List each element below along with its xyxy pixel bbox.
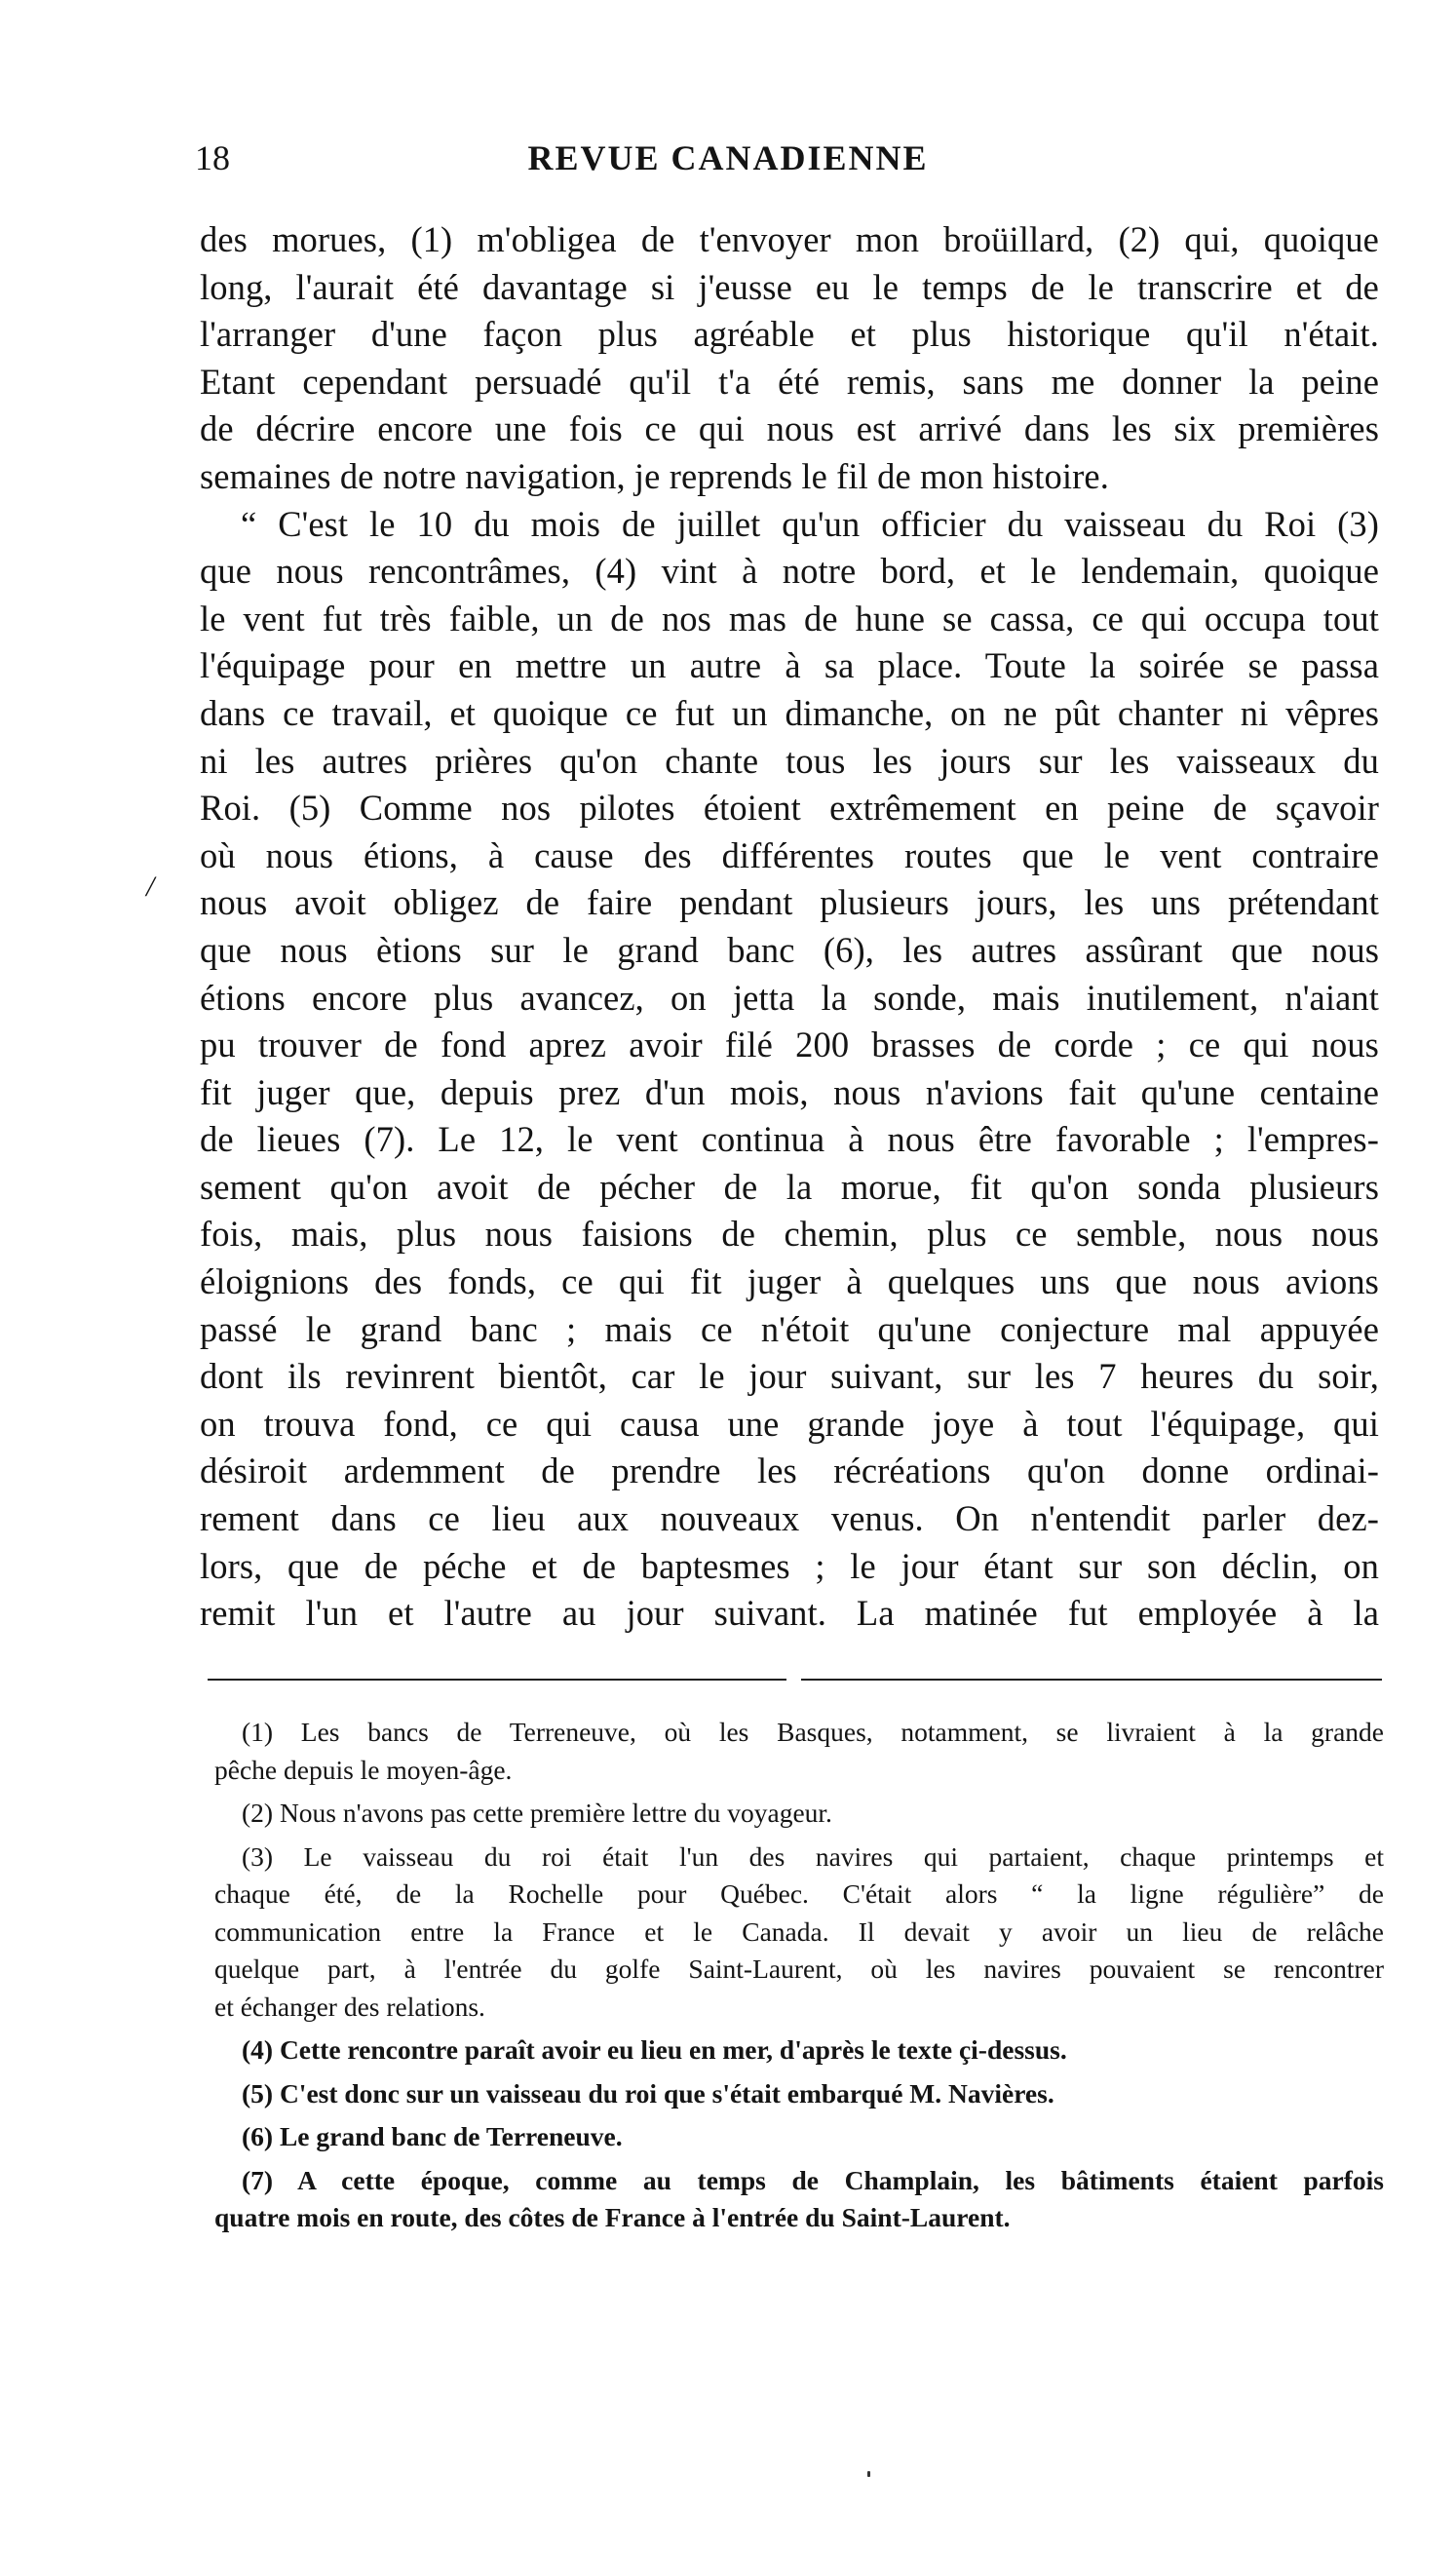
text-line: éloignions des fonds, ce qui fit juger à quelques uns que nous avions — [200, 1261, 1379, 1302]
text-line: de décrire encore une fois ce qui nous est arrivé dans les six premières — [200, 408, 1379, 449]
footnote-4 — [214, 2032, 1384, 2070]
text-line: nous avoit obligez de faire pendant plusieurs jours, les uns prétendant — [200, 882, 1379, 923]
footnote-line: (2) Nous n'avons pas cette première lettre du voyageur. — [242, 1798, 832, 1828]
text-line: passé le grand banc ; mais ce n'étoit qu'une conjecture mal appuyée — [200, 1308, 1379, 1349]
text-line: long, l'aurait été davantage si j'eusse eu le temps de le transcrire et de — [200, 266, 1379, 307]
footnote-line: quatre mois en route, des côtes de France à l'entrée du Saint-Laurent. — [214, 2202, 1011, 2232]
text-line: ni les autres prières qu'on chante tous les jours sur les vaisseaux du — [200, 740, 1379, 781]
footnote-line: (5) C'est donc sur un vaisseau du roi que s'était embarqué M. Navières. — [242, 2077, 1054, 2109]
text-line: l'équipage pour en mettre un autre à sa place. Toute la soirée se passa — [200, 645, 1379, 686]
text-line: on trouva fond, ce qui causa une grande joye à tout l'équipage, qui — [200, 1403, 1379, 1444]
footnotes — [214, 1714, 1384, 2237]
text-line: le vent fut très faible, un de nos mas de hune se cassa, ce qui occupa tout — [200, 598, 1379, 638]
text-line: que nous rencontrâmes, (4) vint à notre bord, et le lendemain, quoique — [200, 551, 1379, 592]
text-line: Etant cependant persuadé qu'il t'a été remis, sans me donner la peine — [200, 361, 1379, 402]
footnote-line: (3) Le vaisseau du roi était l'un des navires qui partaient, chaque printemps et — [242, 1840, 1384, 1872]
text-line: des morues, (1) m'obligea de t'envoyer mon broüillard, (2) qui, quoique — [200, 219, 1379, 259]
body-text — [200, 216, 1379, 1638]
footnote-line: chaque été, de la Rochelle pour Québec. C'était alors “ la ligne régulière” de — [214, 1878, 1384, 1909]
text-line: l'arranger d'une façon plus agréable et plus historique qu'il n'était. — [200, 314, 1379, 355]
footnote-line: (7) A cette époque, comme au temps de Champlain, les bâtiments étaient parfois — [242, 2164, 1384, 2195]
text-line: dans ce travail, et quoique ce fut un dimanche, on ne pût chanter ni vêpres — [200, 692, 1379, 733]
text-line: où nous étions, à cause des différentes routes que le vent contraire — [200, 834, 1379, 875]
text-line: désiroit ardemment de prendre les récréations qu'on donne ordinai- — [200, 1451, 1379, 1491]
footnote-2 — [214, 1795, 1384, 1833]
footnote-line: et échanger des relations. — [214, 1991, 485, 2022]
text-line: de lieues (7). Le 12, le vent continua à nous être favorable ; l'empres- — [200, 1119, 1379, 1160]
footnote-rule-right — [801, 1679, 1382, 1681]
text-line: “ C'est le 10 du mois de juillet qu'un officier du vaisseau du Roi (3) — [241, 503, 1379, 544]
text-line: fit juger que, depuis prez d'un mois, nous n'avions fait qu'une centaine — [200, 1071, 1379, 1112]
page-number: 18 — [195, 138, 230, 177]
footnote-line: communication entre la France et le Canada. Il devait y avoir un lieu de relâche — [214, 1916, 1384, 1947]
footnote-line: (6) Le grand banc de Terreneuve. — [242, 2121, 623, 2151]
text-line: lors, que de péche et de baptesmes ; le jour étant sur son déclin, on — [200, 1545, 1379, 1586]
text-line: remit l'un et l'autre au jour suivant. La matinée fut employée à la — [200, 1593, 1379, 1634]
footnote-1 — [214, 1714, 1384, 1789]
footnote-6 — [214, 2118, 1384, 2156]
footnote-3 — [214, 1838, 1384, 2027]
footnote-7 — [214, 2162, 1384, 2237]
running-title: REVUE CANADIENNE — [527, 138, 929, 177]
footnote-line: quelque part, à l'entrée du golfe Saint-Laurent, où les navires pouvaient se rencontrer — [214, 1954, 1384, 1984]
text-line: pu trouver de fond aprez avoir filé 200 brasses de corde ; ce qui nous — [200, 1025, 1379, 1065]
text-line: que nous ètions sur le grand banc (6), les autres assûrant que nous — [200, 929, 1379, 970]
text-line: semaines de notre navigation, je reprends le fil de mon histoire. — [200, 455, 1109, 496]
text-line: étions encore plus avancez, on jetta la sonde, mais inutilement, n'aiant — [200, 977, 1379, 1018]
footnote-rule-left — [208, 1679, 786, 1681]
text-line: sement qu'on avoit de pécher de la morue, fit qu'on sonda plusieurs — [200, 1166, 1379, 1207]
footnote-line: (1) Les bancs de Terreneuve, où les Basques, notamment, se livraient à la grande — [242, 1717, 1384, 1747]
footnote-line: (4) Cette rencontre paraît avoir eu lieu en mer, d'après le texte çi-dessus. — [242, 2034, 1067, 2065]
footnote-line: pêche depuis le moyen-âge. — [214, 1754, 513, 1785]
footnote-5 — [214, 2075, 1384, 2113]
text-line: dont ils revinrent bientôt, car le jour suivant, sur les 7 heures du soir, — [200, 1356, 1379, 1397]
text-line: fois, mais, plus nous faisions de chemin, plus ce semble, nous nous — [200, 1214, 1379, 1255]
text-line: Roi. (5) Comme nos pilotes étoient extrêmement en peine de sçavoir — [200, 788, 1379, 829]
text-line: rement dans ce lieu aux nouveaux venus. On n'entendit parler dez- — [200, 1498, 1379, 1539]
margin-mark: / — [146, 871, 155, 903]
print-speck — [867, 2471, 870, 2477]
